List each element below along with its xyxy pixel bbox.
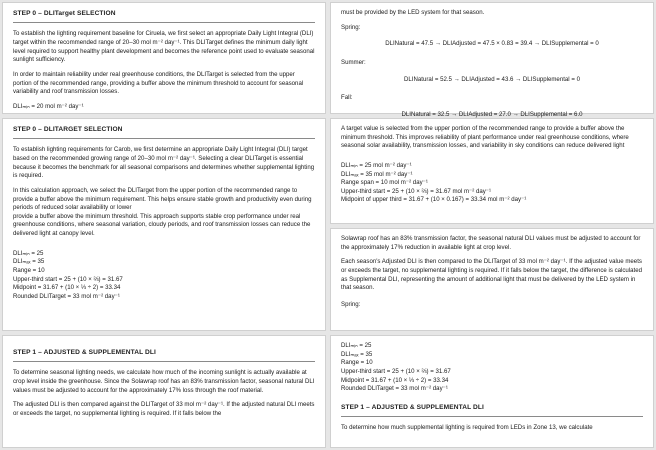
formula-line: Midpoint = 31.67 + (10 × ⅓ ÷ 2) = 33.34 — [13, 284, 121, 292]
formula-line: DLIₘᵢₙ = 25 — [341, 342, 372, 349]
season-label: Spring: — [341, 23, 361, 31]
paragraph: Each season's Adjusted DLI is then compared to the DLITarget of 33 mol m⁻² day⁻¹. If the adjusted value meets or exceeds the target, no supplemental lighting is required. If it falls below the target, the difference is calculated as Supplemental DLI, representing the amount of additional light that must be delivered by the LED system in that season. — [341, 258, 643, 292]
formula-line: DLIₘᵢₙ = 25 — [13, 249, 44, 257]
ciruela-step0-panel — [2, 2, 326, 114]
equation: DLINatural = 47.5 → DLIAdjusted = 47.5 × 0.83 = 39.4 → DLISupplemental = 0 — [385, 40, 599, 48]
formula-line: DLIₘₐₓ = 35 mol m⁻² day⁻¹ — [341, 170, 413, 178]
formula-line: Range span = 10 mol m⁻² day⁻¹ — [341, 179, 428, 187]
equation: DLINatural = 52.5 → DLIAdjusted = 43.6 → DLISupplemental = 0 — [404, 75, 580, 83]
paragraph: must be provided by the LED system for that season. — [341, 9, 485, 16]
formula-line: DLIₘᵢₙ = 25 mol m⁻² day⁻¹ — [341, 161, 412, 169]
target-selection-panel — [330, 118, 654, 224]
equation: DLINatural = 32.5 → DLIAdjusted = 27.0 → DLISupplemental = 6.0 — [401, 110, 583, 118]
formula-line: Upper-third start = 25 + (10 × ⅔) = 31.67 — [13, 275, 123, 283]
paragraph: To establish the lighting requirement baseline for Ciruela, we first select an appropriate Daily Light Integral (DLI) target within the recommended range of 20–30 mol m⁻² day⁻¹. This DLITarget defines the minimum daily light level required to support healthy plant development and becomes the reference point used to evaluate seasonal sunlight sufficiency. — [13, 30, 315, 64]
seasonal-results-panel — [330, 2, 654, 118]
formula-line: DLIₘₐₓ = 35 — [341, 350, 373, 358]
formula-line: Upper-third start = 25 + (10 × ⅔) = 31.67 — [341, 367, 451, 375]
paragraph: The adjusted DLI is then compared against the DLITarget of 33 mol m⁻² day⁻¹. If the adjusted natural DLI meets or exceeds the target, no supplemental lighting is required. If it falls below the — [13, 401, 315, 417]
paragraph: provide a buffer above the minimum threshold. This approach supports stable crop performance under real greenhouse conditions, where seasonal variation, cloudy periods, and roof transmission losses can reduce the delivered light at canopy level. — [13, 212, 311, 238]
season-label: Fall: — [341, 94, 353, 102]
formula-line: Range = 10 — [341, 359, 373, 367]
formula-line: Midpoint of upper third = 31.67 + (10 × 0.167) = 33.34 mol m⁻² day⁻¹ — [341, 196, 527, 204]
paragraph: Solawrap roof has an 83% transmission factor, the seasonal natural DLI values must be adjusted to account for the approximately 17% reduction in available light at crop level. — [341, 235, 641, 251]
section-heading: STEP 0 – DLITarget SELECTION — [13, 10, 116, 17]
formula-line: Rounded DLITarget = 33 mol m⁻² day⁻¹ — [341, 385, 448, 393]
season-label: Spring: — [341, 300, 361, 308]
heading-rule — [13, 361, 315, 362]
paragraph: To determine how much supplemental lighting is required from LEDs in Zone 13, we calculate — [341, 424, 593, 432]
heading-rule — [13, 138, 315, 139]
paragraph: To determine seasonal lighting needs, we calculate how much of the incoming sunlight is actually available at crop level inside the greenhouse. Since the Solawrap roof has an 83% transmission factor, seasonal natural DLI values must be adjusted to account for the approximately 17% loss through the roof material. — [13, 369, 315, 394]
section-heading: STEP 1 – ADJUSTED & SUPPLEMENTAL DLI — [341, 403, 484, 411]
season-label: Summer: — [341, 58, 366, 66]
formula-line: DLIₘᵢₙ = 20 mol m⁻² day⁻¹ — [13, 102, 84, 110]
paragraph: A target value is selected from the upper portion of the recommended range to provide a buffer above the minimum threshold. This improves reliability of plant performance under real greenhouse conditions, where seasonal solar availability, transmission losses, and variability in sky conditions can reduce delivered light — [341, 125, 629, 150]
formula-line: Range = 10 — [13, 267, 45, 275]
adjusted-dli-panel — [330, 228, 654, 331]
zone13-panel — [330, 335, 654, 448]
paragraph: To establish lighting requirements for Carob, we first determine an appropriate Daily Light Integral (DLI) target based on the recommended growing range of 20–30 mol m⁻² day⁻¹. Selecting a clear DLITarget is essential because it becomes the benchmark for all seasonal comparisons and determines whether supplemental lighting is required. — [13, 146, 315, 180]
paragraph: In order to maintain reliability under real greenhouse conditions, the DLITarget is selected from the upper portion of the recommended range, providing a buffer above the minimum threshold to account for seasonal variability and roof transmission losses. — [13, 70, 304, 96]
section-heading: STEP 1 – ADJUSTED & SUPPLEMENTAL DLI — [13, 349, 156, 356]
section-heading: STEP 0 – DLITARGET SELECTION — [13, 126, 123, 133]
heading-rule — [13, 22, 315, 23]
formula-line: Rounded DLITarget = 33 mol m⁻² day⁻¹ — [13, 292, 120, 300]
carob-step0-panel — [2, 118, 326, 331]
heading-rule — [341, 416, 643, 417]
formula-line: DLIₘₐₓ = 35 — [13, 258, 45, 266]
formula-line: Midpoint = 31.67 + (10 × ⅓ ÷ 2) = 33.34 — [341, 376, 449, 384]
formula-line: Upper-third start = 25 + (10 × ⅔) = 31.67 mol m⁻² day⁻¹ — [341, 187, 492, 195]
step1-panel — [2, 335, 326, 448]
paragraph: In this calculation approach, we select the DLITarget from the upper portion of the recommended range to provide a buffer above the minimum requirement. This helps ensure stable growth and productivity even during periods of reduced solar availability or lower — [13, 186, 312, 212]
